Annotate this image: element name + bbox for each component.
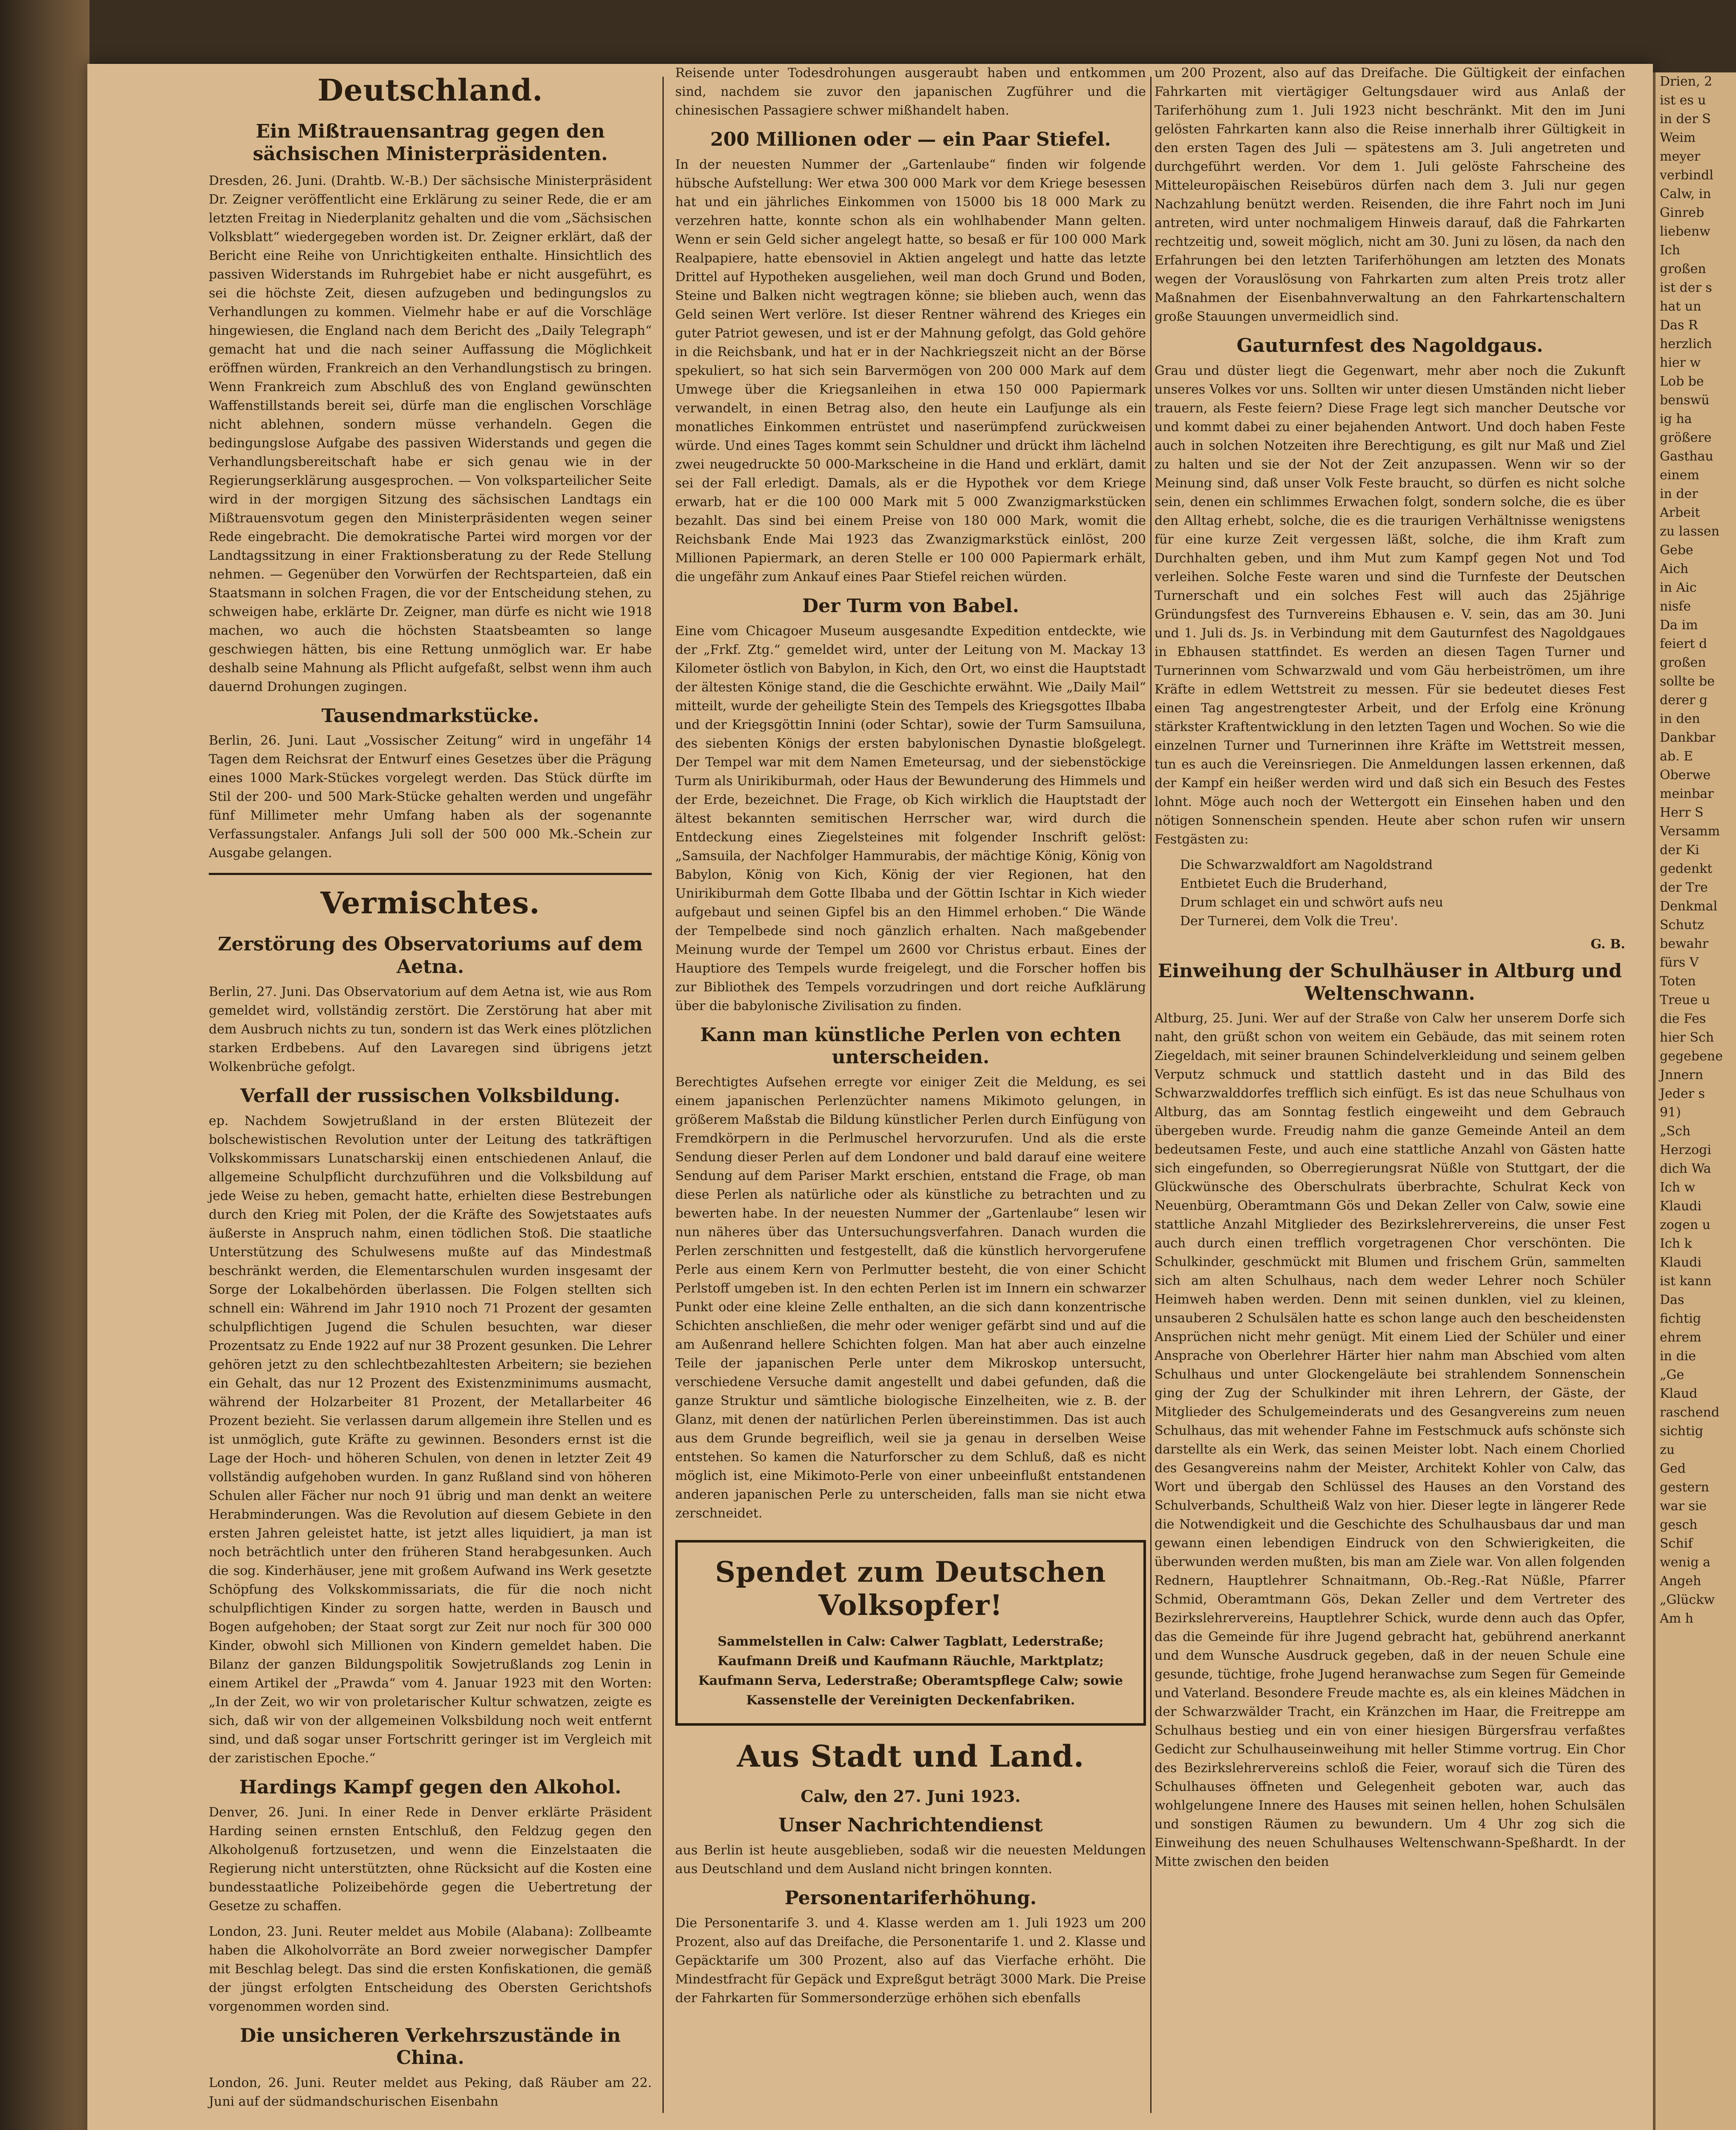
fragment-line: liebenw [1660,224,1710,239]
fragment-line: Ich [1660,243,1680,258]
headline-aetna: Zerstörung des Observatoriums auf dem Aetna. [218,933,643,978]
article-tausendmark: Berlin, 26. Juni. Laut „Vossischer Zeitung“ wird in ungefähr 14 Tagen dem Reichsrat der Entwurf eines Gesetzes über die Prägung eines 1000 Mark-Stückes vorgelegt werden. Das Stück dürfte im Stil der 200- und 500 Mark-Stücke gehalten werden und ungefähr fünf Millimeter mehr Umfang haben als der sogenannte Verfassungstaler. Anfangs Juli soll der 500 000 Mk.-Schein zur Ausgabe gelangen. [209,733,652,861]
poem-line: Der Turnerei, dem Volk die Treu'. [1180,913,1398,929]
fragment-line: gesch [1660,1517,1698,1532]
fragment-line: Gasthau [1660,449,1713,464]
column-2 [675,64,1146,2015]
fragment-line: Versamm [1660,824,1720,839]
headline-tausendmarkstuecke: Tausendmarkstücke. [321,705,539,727]
article-stiefel: In der neuesten Nummer der „Gartenlaube“ finden wir folgende hübsche Aufstellung: Wer etwa 300 000 Mark vor dem Kriege besessen hat und ein jährliches Einkommen von 15000 bis 18 000 Mark zu verzehren hatte, konnte schon als ein wohlhabender Mann gelten. Wenn er sein Geld sicher angelegt hatte, so besaß er für 100 000 Mark Realpapiere, hatte ebensoviel in Aktien angelegt und hatte das letzte Drittel auf Hypotheken ausgeliehen, weil man doch Grund und Boden, Steine und Balken nicht wegtragen könne; sie blieben auch, wenn das Geld seinen Wert verlöre. Ist dieser Rentner während des Krieges ein guter Patriot gewesen, und ist er der Mahnung gefolgt, das Gold gehöre in die Reichsbank, und hat er in der Nachkriegszeit nicht an der Börse spekuliert, so hat sich sein Barvermögen von 200 000 Mark auf dem Umwege über die Kriegsanleihen in etwa 150 000 Papiermark verwandelt, in einen Betrag also, den heute ein Laufjunge als ein monatliches Einkommen entrüstet und naserümpfend zurückweisen würde. Und eines Tages kommt sein Schuldner und drückt ihm lächelnd zwei neugedruckte 50 000-Markscheine in die Hand und erklärt, damit sei der Fall erledigt. Damals, als er die Hypothek vor dem Kriege erwarb, hat er die 100 000 Mark mit 5 000 Zwanzigmarkstücken bezahlt. Das sind bei einem Preise von 180 000 Mark, womit die Reichsbank Ende Mai 1923 das Zwanzigmarkstück einlöst, 200 Millionen Papiermark, an deren Stelle er 100 000 Papiermark erhält, die ungefähr zum Ankauf eines Paar Stiefel reichen würden. [675,157,1146,584]
fragment-line: meyer [1660,149,1701,164]
fragment-line: fichtig [1660,1311,1701,1326]
fragment-line: Jnnern [1660,1068,1704,1082]
fragment-line: meinbar [1660,786,1714,801]
fragment-line: Klaud [1660,1386,1698,1401]
fragment-line: Treue u [1660,993,1710,1007]
fragment-line: Herzogi [1660,1143,1711,1157]
fragment-line: verbindl [1660,168,1713,183]
fragment-line: sollte be [1660,674,1715,689]
fragment-line: gestern [1660,1480,1709,1495]
article-mobile: London, 23. Juni. Reuter meldet aus Mobile (Alabana): Zollbeamte haben die Alkoholvorräte an Bord zweier norwegischer Dampfer mit Beschlag belegt. Das sind die ersten Konfiskationen, die gemäß der jüngst erfolgten Entscheidung des Obersten Gerichtshofs vorgenommen worden sind. [209,1924,652,2014]
poem [1180,856,1625,931]
headline-babel: Der Turm von Babel. [802,595,1019,617]
fragment-line: Herr S [1660,805,1704,820]
poem-line: Entbietet Euch die Bruderhand, [1180,876,1388,891]
fragment-line: einem [1660,468,1699,483]
fragment-line: benswü [1660,393,1710,408]
poem-line: Drum schlaget ein und schwört aufs neu [1180,895,1443,910]
fragment-line: der Ki [1660,843,1699,858]
fragment-line: „Ge [1660,1367,1684,1382]
headline-harding: Hardings Kampf gegen den Alkohol. [239,1776,622,1798]
fragment-line: ehrem [1660,1330,1701,1345]
fragment-line: in der [1660,486,1698,501]
fragment-line: Denkmal [1660,899,1718,914]
fragment-line: Klaudi [1660,1199,1702,1214]
fragment-line: ist kann [1660,1274,1712,1289]
fragment-line: Ich k [1660,1236,1692,1251]
fragment-line: nisfe [1660,599,1691,614]
column-3 [1154,64,1625,1878]
headline-schulhaeuser: Einweihung der Schulhäuser in Altburg und Weltenschwann. [1157,960,1622,1005]
fragment-line: die Fes [1660,1011,1706,1026]
fragment-line: ab. E [1660,749,1693,764]
fragment-line: großen [1660,262,1706,276]
fragment-line: war sie [1660,1499,1707,1514]
fragment-line: Jeder s [1660,1086,1705,1101]
article-aetna: Berlin, 27. Juni. Das Observatorium auf dem Aetna ist, wie aus Rom gemeldet wird, vollständig zerstört. Die Zerstörung hat aber mit dem Ausbruch nichts zu tun, sondern ist das Werk eines plötzlichen starken Erdbebens. Auf den Lavaregen sind übrigens jetzt Wolkenbrüche gefolgt. [209,984,652,1074]
headline-volksbildung: Verfall der russischen Volksbildung. [240,1085,620,1107]
headline-nachrichtendienst: Unser Nachrichtendienst [778,1814,1043,1836]
fragment-line: ig ha [1660,412,1692,426]
article-perlen: Berechtigtes Aufsehen erregte vor einiger Zeit die Meldung, es sei einem japanischen Perlenzüchter namens Mikimoto gelungen, in größerem Maßstab die Bildung künstlicher Perlen durch Einfügung von Fremdkörpern in die Perlmuschel hervorzurufen. Und als die erste Sendung dieser Perlen auf dem Londoner und bald darauf eine weitere Sendung auf dem Pariser Markt erschien, entstand die Frage, ob man diese Perlen als natürliche oder als künstliche zu betrachten und zu bewerten habe. In der neuesten Nummer der „Gartenlaube“ lesen wir nun näheres über das Untersuchungsverfahren. Danach wurden die Perlen zerschnitten und festgestellt, daß die künstlich hervorgerufene Perle aus einem Kern von Perlmutter besteht, die von einer Schicht Perlstoff umgeben ist. In den echten Perlen ist im Innern ein schwarzer Punkt oder eine kleine Zelle enthalten, an die sich dann konzentrische Schichten anschließen, die mehr oder weniger gefärbt sind und auf die am Außenrand hellere Schichten folgen. Man hat aber auch einzelne Teile der japanischen Perle unter dem Mikroskop untersucht, verschiedene Versuche damit angestellt und dabei gefunden, daß die ganze Struktur und sämtliche biologische Einzelheiten, wie z. B. der Glanz, mit denen der natürlichen Perlen übereinstimmen. Das ist auch aus dem Grunde begreiflich, weil sie ja genau in derselben Weise entstehen. So kamen die Naturforscher zu dem Schluß, daß es nicht möglich ist, eine Mikimoto-Perle von einer unbeeinflußt entstandenen anderen japanischen Perle zu unterscheiden, falls man sie nicht etwa zerschneidet. [675,1075,1146,1521]
fragment-line: gedenkt [1660,861,1713,876]
fragment-line: Das R [1660,318,1698,333]
fragment-line: Angeh [1660,1574,1701,1589]
article-personentarif: Die Personentarife 3. und 4. Klasse werden am 1. Juli 1923 um 200 Prozent, also auf das Dreifache, die Personentarife 1. und 2. Klasse und Gepäcktarife um 300 Prozent, also auf das Vierfache erhöht. Die Mindestfracht für Gepäck und Expreßgut beträgt 3000 Mark. Die Preise der Fahrkarten für Sommersonderzüge erhöhen sich ebenfalls [675,1915,1146,2006]
article-zeigner: Dresden, 26. Juni. (Drahtb. W.-B.) Der sächsische Ministerpräsident Dr. Zeigner veröffentlicht eine Erklärung zu seiner Rede, die er am letzten Freitag in Niederplanitz gehalten und die vom „Sächsischen Volksblatt“ wiedergegeben worden ist. Dr. Zeigner erklärt, daß der Bericht eine Reihe von Unrichtigkeiten enthalte. Hinsichtlich des passiven Widerstands im Ruhrgebiet habe er nicht ausgeführt, es sei die höchste Zeit, diesen aufzugeben und bedingungslos zu Verhandlungen zu kommen. Vielmehr habe er auf die Vorschläge hingewiesen, die England nach dem Bericht des „Daily Telegraph“ gemacht hat und die nach seiner Auffassung die Möglichkeit eröffnen würden, Frankreich an den Verhandlungstisch zu bringen. Wenn Frankreich zum Abschluß des von England gewünschten Waffenstillstands bereit sei, dürfe man die englischen Vorschläge nicht ablehnen, sondern müsse verhandeln. Gegen die bedingungslose Aufgabe des passiven Widerstands und gegen die Verhandlungsbereitschaft habe er sich genau wie in der Regierungserklärung ausgesprochen. — Von volksparteilicher Seite wird in der morgigen Sitzung des sächsischen Landtags ein Mißtrauensvotum gegen den Ministerpräsidenten wegen seiner Rede eingebracht. Die demokratische Partei wird morgen vor der Landtagssitzung in einer Fraktionsberatung zu der Rede Stellung nehmen. — Gegenüber den Vorwürfen der Rechtsparteien, daß ein Staatsmann in solchen Fragen, die vor der Entscheidung stehen, zu schweigen habe, erklärte Dr. Zeigner, man dürfe es nicht wie 1918 machen, wo auch die höchsten Staatsbeamten so lange geschwiegen hätten, bis eine Rettung unmöglich war. Er habe deshalb seine Mahnung als Pflicht aufgefaßt, selbst wenn ihm auch dauernd Drohungen zugingen. [209,173,652,694]
fragment-line: Schif [1660,1536,1693,1551]
headline-stiefel: 200 Millionen oder — ein Paar Stiefel. [710,129,1111,150]
fragment-line: großen [1660,655,1706,670]
fragment-line: Aich [1660,561,1689,576]
article-harding: Denver, 26. Juni. In einer Rede in Denver erklärte Präsident Harding seinen ernsten Entschluß, den Feldzug gegen den Alkoholgenuß fortzusetzen, und wenn die Einzelstaaten die Regierung nicht unterstützten, ohne Rücksicht auf die Kosten eine bundesstaatliche Polizeibehörde gegen die Uebertretung der Gesetze zu schaffen. [209,1805,652,1914]
fragment-line: größere [1660,430,1712,445]
article-personentarif-cont: um 200 Prozent, also auf das Dreifache. Die Gültigkeit der einfachen Fahrkarten mit viertägiger Geltungsdauer wird aus Anlaß der Tariferhöhung zum 1. Juli 1923 nicht beschränkt. Mit den im Juni gelösten Fahrkarten kann also die Reise innerhalb ihrer Gültigkeit in den ersten Tagen des Juli — spätestens am 3. Juli angetreten und durchgeführt werden. Vor dem 1. Juli gelöste Fahrscheine des Mitteleuropäischen Reisebüros dürfen nach dem 3. Juli nur gegen Nachzahlung benützt werden. Reisenden, die ihre Fahrt noch im Juni antreten, wird unter nochmaligem Hinweis darauf, daß die Fahrkarten rechtzeitig und, soweit möglich, nicht am 30. Juni zu lösen, da nach den Erfahrungen bei den letzten Tariferhöhungen am letzten des Monats wegen der Vorauslösung von Fahrkarten zum alten Preis trotz aller Maßnahmen der Eisenbahnverwaltung an den Fahrkartenschaltern große Stauungen unvermeidlich sind. [1154,66,1625,324]
headline-perlen: Kann man künstliche Perlen von echten unterscheiden. [700,1024,1121,1068]
divider [209,873,652,875]
article-gauturnfest: Grau und düster liegt die Gegenwart, mehr aber noch die Zukunft unseres Volkes vor uns. Sollten wir unter diesen Umständen nicht lieber trauern, als Feste feiern? Diese Frage legt sich mancher Deutsche vor und kommt dabei zu einer bejahenden Antwort. Und doch haben Feste auch in solchen Notzeiten ihre Berechtigung, es gilt nur Maß und Ziel zu halten und sie der Not der Zeit anzupassen. Wenn wir so der Meinung sind, daß unser Volk Feste braucht, so dürfen es nicht solche sein, denen ein schlimmes Erwachen folgt, sondern solche, die es über den Alltag erhebt, solche, die es die traurigen Verhältnisse wenigstens für eine kurze Zeit vergessen läßt, solche, die ihm Kraft zum Durchhalten geben, und ihm Mut zum Kampf gegen Not und Tod verleihen. Solche Feste waren und sind die Turnfeste der Deutschen Turnerschaft und ein solches Fest will auch das 25jährige Gründungsfest des Turnvereins Ebhausen e. V. sein, das am 30. Juni und 1. Juli ds. Js. in Verbindung mit dem Gauturnfest des Nagoldgaues in Ebhausen stattfindet. Es werden an diesen Tagen Turner und Turnerinnen vom Schwarzwald und vom Gäu herbeiströmen, um ihre Kräfte in edlem Wettstreit zu messen. Für sie bedeutet dieses Fest einen Tag angestrengtester Arbeit, und der Erfolg eine Krönung stärkster Kraftentwicklung in den letzten Tagen und Wochen. So wie die einzelnen Turner und Turnerinnen ihre Kräfte im Wettstreit messen, tun es auch die Vereinsriegen. Die Anmeldungen lassen erkennen, daß der Kampf ein heißer werden wird und daß sich ein Besuch des Festes lohnt. Möge auch noch der Wettergott ein Einsehen haben und den nötigen Sonnenschein spenden. Heute aber schon rufen wir unsern Festgästen zu: [1154,363,1625,847]
article-china-cont: Reisende unter Todesdrohungen ausgeraubt haben und entkommen sind, nachdem sie zuvor den japanischen Zugführer und die chinesischen Passagiere schwer mißhandelt haben. [675,66,1146,118]
fragment-line: Weim [1660,130,1696,145]
ad-title: Spendet zum Deutschen Volksopfer! [715,1555,1106,1622]
headline-gauturnfest: Gauturnfest des Nagoldgaus. [1236,335,1543,357]
fragment-line: Am h [1660,1611,1693,1626]
adjacent-page-fragment [1653,72,1736,2130]
fragment-line: ist es u [1660,93,1706,108]
column-1 [209,64,652,2118]
article-china: London, 26. Juni. Reuter meldet aus Peking, daß Räuber am 22. Juni auf der südmandschurischen Eisenbahn [209,2075,652,2110]
fragment-line: in die [1660,1349,1696,1364]
article-volksbildung: ep. Nachdem Sowjetrußland in der ersten Blütezeit der bolschewistischen Revolution unter der Leitung des tatkräftigen Volkskommissars Lunatscharskij einen entschiedenen Anlauf, die allgemeine Schulpflicht durchzuführen und die Volksbildung auf jede Weise zu heben, gemacht hatte, erhielten diese Bestrebungen durch den Krieg mit Polen, der die Kräfte des Sowjetstaates aufs äußerste in Anspruch nahm, einen tödlichen Stoß. Die staatliche Unterstützung des Schulwesens mußte auf das Mindestmaß beschränkt werden, die Elementarschulen wurden insgesamt der Sorge der Lokalbehörden überlassen. Die Folgen stellten sich schnell ein: Während im Jahr 1910 noch 71 Prozent der gesamten schulpflichtigen Jugend die Schulen besuchten, war dieser Prozentsatz zu Ende 1922 auf nur 38 Prozent gesunken. Die Lehrer gehören jetzt zu den schlechtbezahltesten Arbeitern; sie beziehen ein Gehalt, das nur 12 Prozent des Existenzminimums ausmacht, während der Holzarbeiter 81 Prozent, der Metallarbeiter 46 Prozent bezieht. Sie verlassen darum allgemein ihre Stellen und es ist unmöglich, gute Kräfte zu gewinnen. Besonders ernst ist die Lage der Hoch- und höheren Schulen, von denen in letzter Zeit 49 vollständig aufgehoben wurden. In ganz Rußland sind von höheren Schulen aller Fächer nur noch 91 übrig und man denkt an weitere Herabminderungen. Was die Revolution auf diesem Gebiete in den ersten Jahren geleistet hatte, ist jetzt alles liquidiert, ja man ist noch beträchtlich unter den früheren Stand herabgesunken. Auch die sog. Kinderhäuser, jene mit großem Aufwand ins Werk gesetzte Schöpfung des Volkskommissariats, die für die noch nicht schulpflichtigen Kinder zu sorgen hatte, werden in Bausch und Bogen aufgehoben; der Staat sorgt zur Zeit nur noch für 300 000 Kinder, obwohl sich Millionen von Kindern gemeldet haben. Die Bilanz der ganzen Bildungspolitik Sowjetrußlands zog Lenin in einem Artikel der „Prawda“ vom 4. Januar 1923 mit den Worten: „In der Zeit, wo wir von proletarischer Kultur schwatzen, zeigte es sich, daß wir von der allgemeinen Volksbildung noch weit entfernt sind, und daß sogar unser Fortschritt geringer ist im Vergleich mit der zaristischen Epoche.“ [209,1113,652,1766]
fragment-line: in Aic [1660,580,1697,595]
fragment-line: Schutz [1660,918,1704,933]
fragment-line: 91) [1660,1105,1681,1120]
fragment-line: Ginreb [1660,205,1704,220]
article-nachrichtendienst: aus Berlin ist heute ausgeblieben, sodaß wir die neuesten Meldungen aus Deutschland und dem Ausland nicht bringen konnten. [675,1842,1146,1877]
fragment-line: Das [1660,1292,1684,1307]
fragment-line: zogen u [1660,1218,1711,1232]
fragment-line: ist der s [1660,280,1712,295]
headline-personentarif: Personentariferhöhung. [784,1887,1037,1909]
book-binding [0,0,89,2130]
fragment-line: zu [1660,1442,1675,1457]
headline-misstrauensantrag: Ein Mißtrauensantrag gegen den sächsischen Ministerpräsidenten. [253,121,608,165]
fragment-line: Oberwe [1660,768,1711,783]
fragment-line: Arbeit [1660,505,1700,520]
fragment-line: Dankbar [1660,730,1716,745]
article-babel: Eine vom Chicagoer Museum ausgesandte Expedition entdeckte, wie der „Frkf. Ztg.“ gemeldet wird, unter der Leitung von M. Mackay 13 Kilometer östlich von Babylon, in Kich, den Ort, wo einst die Hauptstadt der ältesten Könige stand, die die Geschichte erwähnt. Wie „Daily Mail“ mitteilt, wurde der geheiligte Stein des Tempels des Kriegsgottes Ilbaba und der Kriegsgöttin Innini (oder Schtar), sowie der Turm Samsuiluna, des siebenten Königs der ersten babylonischen Dynastie bloßgelegt. Der Tempel war mit dem Namen Emeteursag, und der siebenstöckige Turm als Unirikiburmah, oder Haus der Bewunderung des Himmels und der Erde, bezeichnet. Die Frage, ob Kich wirklich die Hauptstadt der ältest bekannten semitischen Herrscher war, wird durch die Entdeckung eines Ziegelsteines mit folgender Inschrift gelöst: „Samsuila, der Nachfolger Hammurabis, der mächtige König, König von Babylon, König von Kich, König der vier Regionen, hat den Unirikiburmah dem Gotte Ilbaba und der Göttin Ischtar in Kich wieder aufgebaut und seinen Gipfel bis an den Himmel erhoben.“ Die Wände der Tempelbede sind noch gänzlich erhalten. Nach maßgebender Meinung wurde der Tempel um 2600 vor Christus erbaut. Eines der Hauptiore des Tempels wurde freigelegt, und die Forscher hoffen bis zur Bibliothek des Tempels vorzudringen und dort reiche Aufklärung über die babylonische Zivilisation zu finden. [675,623,1146,1013]
fragment-text [1655,72,1736,1628]
fragment-line: „Glückw [1660,1592,1715,1607]
poem-line: Die Schwarzwaldfort am Nagoldstrand [1180,857,1433,872]
fragment-line: Da im [1660,618,1698,633]
fragment-line: fürs V [1660,955,1699,970]
fragment-line: feiert d [1660,636,1707,651]
ad-text: Sammelstellen in Calw: Calwer Tagblatt, Lederstraße; Kaufmann Dreiß und Kaufmann Räuchle, Marktplatz; Kaufmann Serva, Lederstraße; Oberamtspflege Calw; sowie Kassenstelle der Vereinigten Deckenfabriken. [698,1634,1123,1708]
fragment-line: bewahr [1660,936,1709,951]
fragment-line: in der S [1660,112,1711,127]
fragment-line: Lob be [1660,374,1704,389]
fragment-line: Toten [1660,974,1696,989]
fragment-line: derer g [1660,693,1708,708]
fragment-line: Ged [1660,1461,1686,1476]
fragment-line: wenig a [1660,1555,1710,1570]
fragment-line: dich Wa [1660,1161,1711,1176]
fragment-line: hier w [1660,355,1701,370]
fragment-line: „Sch [1660,1124,1691,1139]
headline-china: Die unsicheren Verkehrszustände in China. [240,2024,621,2069]
fragment-line: herzlich [1660,337,1712,351]
fragment-line: Drien, 2 [1660,74,1713,89]
fragment-line: Gebe [1660,543,1693,558]
fragment-line: Klaudi [1660,1255,1702,1270]
fragment-line: raschend [1660,1405,1720,1420]
fragment-line: in den [1660,711,1700,726]
article-schulhaeuser: Altburg, 25. Juni. Wer auf der Straße von Calw her unserem Dorfe sich naht, den grüßt schon von weitem ein Gebäude, das mit seinem roten Ziegeldach, mit seiner braunen Schindelverkleidung und seinem gelben Verputz schmuck und stattlich dasteht und in das Bild des Schwarzwalddorfes trefflich sich einfügt. Es ist das neue Schulhaus von Altburg, das am Sonntag festlich eingeweiht und dem Gebrauch übergeben wurde. Freudig nahm die ganze Gemeinde Anteil an dem bedeutsamen Feste, und auch eine stattliche Anzahl von Gästen hatte sich eingefunden, so Oberregierungsrat Nüßle von Stuttgart, der die Glückwünsche des Oberschulrats überbrachte, Schulrat Keck von Neuenbürg, Oberamtmann Gös und Dekan Zeller von Calw, sowie eine stattliche Anzahl Mitglieder des Bezirkslehrervereins, die unser Fest auch durch einen trefflich vorgetragenen Chor verschönten. Die Schulkinder, geschmückt mit Blumen und frischem Grün, sammelten sich am alten Schulhaus, nach dem weder Lehrer noch Schüler Heimweh haben werden. Denn mit seinen dunklen, viel zu kleinen, unsauberen 2 Schulsälen hatte es schon lange auch den bescheidensten Ansprüchen nicht mehr genügt. Mit einem Lied der Schüler und einer Ansprache von Oberlehrer Härter hier nahm man Abschied vom alten Schulhaus und unter Glockengeläute bei strahlendem Sonnenschein ging der Zug der Schulkinder mit ihren Lehrern, der Gäste, der Mitglieder des Schulgemeinderats und des Gesangvereins zum neuen Schulhaus, das mit wehender Fahne im Festschmuck aufs schönste sich darstellte als ein Werk, das seinen Meister lobt. Nach einem Chorlied des Gesangvereins nahm der Meister, Architekt Kohler von Calw, das Wort und übergab den Schlüssel des Hauses an den Vorstand des Schulverbands, Schultheiß Walz von hier. Dieser legte in längerer Rede die Notwendigkeit und die Geschichte des Schulhausbaus dar und man gewann einen lebendigen Eindruck von den Schwierigkeiten, die überwunden werden mußten, bis man am Ziele war. Von allen folgenden Rednern, Hauptlehrer Schnaitmann, Ob.-Reg.-Rat Nüßle, Pfarrer Schmid, Oberamtmann Gös, Dekan Zeller und dem Vertreter des Bezirkslehrervereins, Hauptlehrer Schick, wurde denn auch das Opfer, das die Gemeinde für ihre Jugend gebracht hat, gebührend anerkannt und dem Wunsche Ausdruck gegeben, daß in der neuen Schule eine gesunde, tüchtige, frohe Jugend heranwachse zum Segen für Gemeinde und Vaterland. Besondere Freude machte es, als ein kleines Mädchen in der Schwarzwälder Tracht, ein Kränzchen im Haar, die Freitreppe am Schulhaus bestieg und ein von einer hiesigen Bürgersfrau verfaßtes Gedicht zur Schulhauseinweihung mit heller Stimme vortrug. Ein Chor des Bezirkslehrervereins schloß die Feier, worauf sich die Türen des Schulhauses öffneten und Gelegenheit geboten war, auch das wohlgelungene Innere des Hauses mit seinen hellen, hohen Schulsälen und sonstigen Räumen zu bewundern. Um 4 Uhr zog sich die Einweihung des neuen Schulhauses Weltenschwann-Speßhardt. In der Mitte zwischen den beiden [1154,1011,1625,1870]
signature: G. B. [1590,936,1625,952]
fragment-line: zu lassen [1660,524,1720,539]
fragment-line: der Tre [1660,880,1708,895]
fragment-line: sichtig [1660,1424,1703,1439]
section-title-stadt-land: Aus Stadt und Land. [737,1739,1085,1774]
column-rule [1150,77,1152,2113]
section-title-deutschland: Deutschland. [317,72,543,108]
fragment-line: gegebene [1660,1049,1723,1064]
section-title-vermischtes: Vermischtes. [320,885,540,921]
fragment-line: Ich w [1660,1180,1696,1195]
fragment-line: hat un [1660,299,1701,314]
fragment-line: Calw, in [1660,187,1711,201]
fragment-line: hier Sch [1660,1030,1714,1045]
column-rule [662,77,664,2113]
dateline: Calw, den 27. Juni 1923. [800,1787,1021,1806]
volksopfer-advertisement [675,1540,1146,1726]
